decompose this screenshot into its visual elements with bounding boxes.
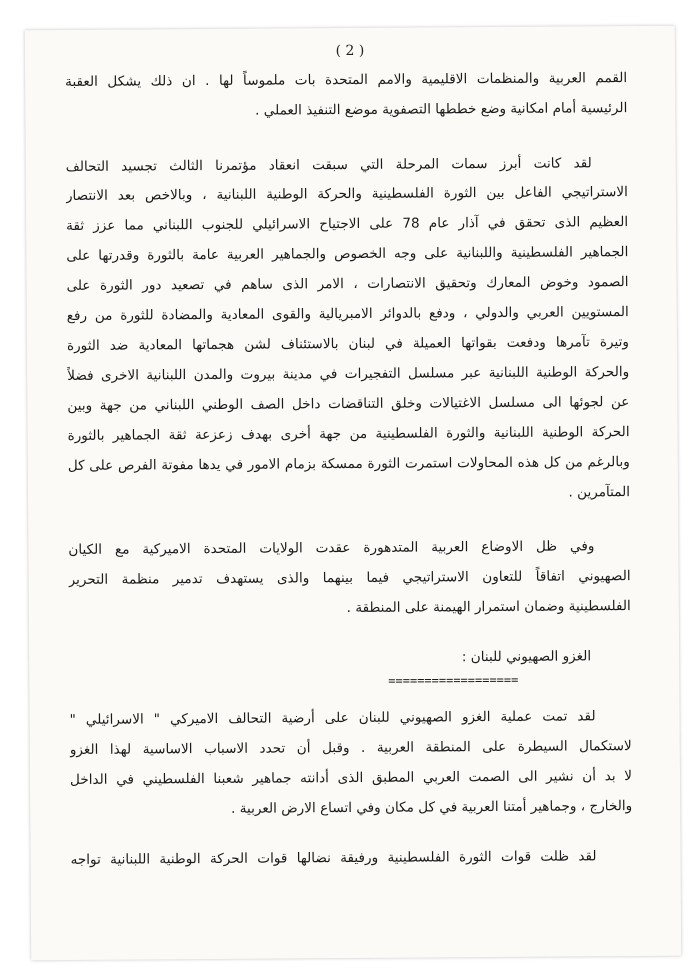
text-line: العظيم الذى تحقق في آذار عام 78 على الاجتياح الاسرائيلي للجنوب اللبناني مما عزز ثقة (66, 214, 629, 234)
text-line: الصمود وخوض المعارك وتحقيق الانتصارات ، الامر الذى ساهم في تصعيد دور الثورة على (66, 274, 629, 294)
text-line: الحركة الوطنية اللبنانية والثورة الفلسطينية من جهة أخرى بهدف زعزعة ثقة الجماهير بالثورة (67, 424, 630, 444)
text-line: لقد ظلت قوات الثورة الفلسطينية ورفيقة نضالها قوات الحركة الوطنية اللبنانية تواجه (70, 848, 597, 868)
heading-underline: ================== (388, 672, 519, 688)
text-line: والحركة الوطنية اللبنانية عبر مسلسل التفجيرات في مدينة بيروت والمدن اللبنانية الاخرى فضلاً (67, 364, 630, 384)
text-line: الرئيسية أمام امكانية وضع خططها التصفوية موضع التنفيذ العملي . (255, 100, 628, 119)
text-line: الفلسطينية وضمان استمرار الهيمنة على المنطقة . (346, 598, 631, 617)
text-line: وتيرة تآمرها ودفعت بقواتها العميلة في لبنان بالاستئناف لشن هجماتها المعادية ضد الثورة (66, 334, 630, 354)
text-line: وفي ظل الاوضاع العربية المتدهورة عقدت الولايات المتحدة الاميركية مع الكيان (68, 538, 595, 558)
text-line: والخارج ، وجماهير أمتنا العربية في كل مكان وفي اتساع الارض العربية . (231, 798, 633, 817)
text-line: لقد تمت عملية الغزو الصهيوني للبنان على أرضية التحالف الاميركي " الاسرائيلي " (69, 708, 596, 728)
text-line: لقد كانت أبرز سمات المرحلة التي سبقت انعقاد مؤتمرنا الثالث تجسيد التحالف (65, 155, 592, 175)
document-page (25, 26, 681, 961)
text-line: المتآمرين . (568, 484, 631, 501)
text-line: الصهيوني اتفاقاً للتعاون الاستراتيجي فيما بينهما والذى يستهدف تدمير منظمة التحرير (68, 568, 631, 588)
text-line: لاستكمال السيطرة على المنطقة العربية . وقبل أن تحدد الاسباب الاساسية لهذا الغزو (69, 738, 632, 758)
text-line: القمم العربية والمنظمات الاقليمية والامم المتحدة بات ملموساً لها . ان ذلك يشكل العقبة (65, 70, 628, 90)
text-line: الجماهير الفلسطينية واللبنانية على وجه الخصوص والجماهير العربية عامة بالثورة وقدرتها على (66, 244, 629, 264)
text-line: عن لجوئها الى مسلسل الاغتيالات وخلق التناقضات داخل الصف الوطني اللبناني من جهة وبين (67, 394, 630, 414)
section-heading: الغزو الصهيوني للبنان : (461, 648, 592, 666)
text-line: المستويين العربي والدولي ، ودفع بالدوائر الامبريالية والقوى المعادية والمضادة للثورة من رفع (66, 304, 629, 324)
text-line: الاستراتيجي الفاعل بين الثورة الفلسطينية والحركة الوطنية اللبنانية ، وبالاخص بعد الانتصار (65, 184, 628, 204)
page-number: ( 2 ) (335, 42, 365, 60)
text-line: وبالرغم من كل هذه المحاولات استمرت الثورة ممسكة بزمام الامور في يدها مفوتة الفرص على كل (67, 454, 630, 474)
text-line: لا بد أن نشير الى الصمت العربي المطبق الذى أدانته جماهير شعبنا الفلسطيني في الداخل (69, 768, 633, 788)
